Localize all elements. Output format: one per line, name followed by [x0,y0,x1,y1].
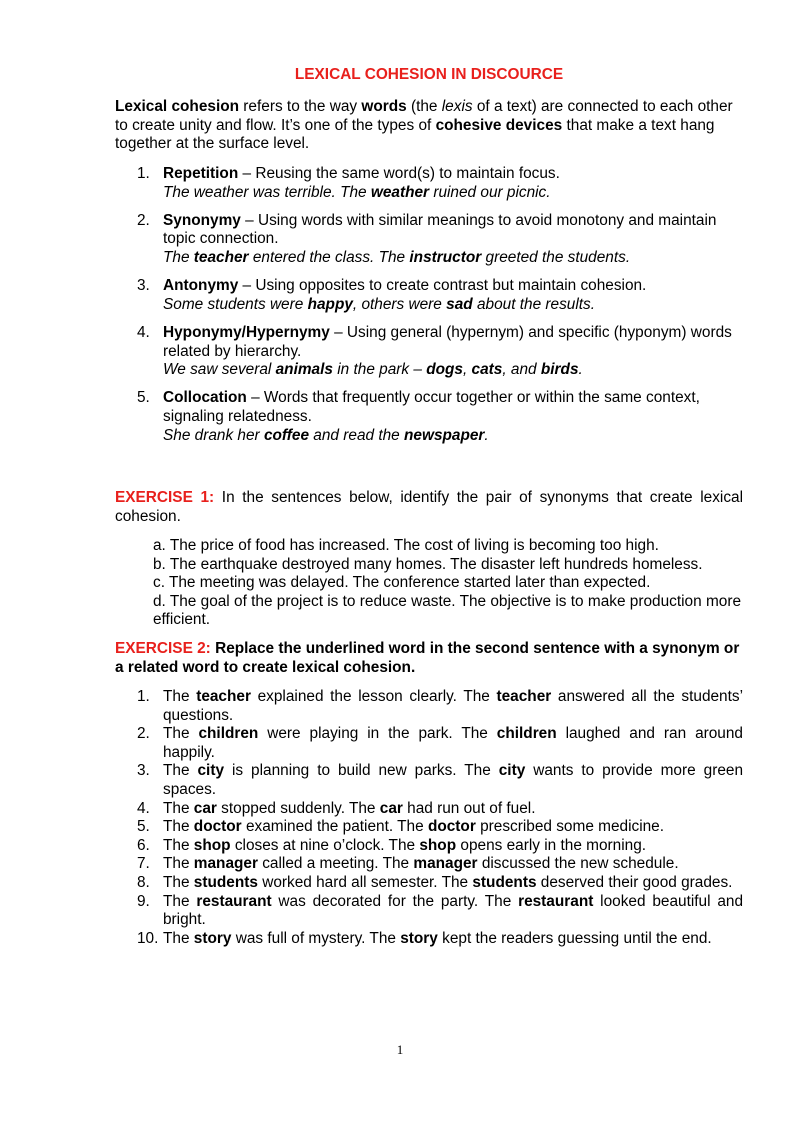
type-example: She drank her coffee and read the newspaper. [163,426,489,444]
list-item: 8. The students worked hard all semester. The students deserved their good grades. [137,873,733,891]
list-number: 4. [137,323,150,341]
list-item [115,212,743,268]
exercise-1-prompt [115,489,743,526]
type-term: Synonymy [163,211,241,229]
exercise-option: c. The meeting was delayed. The conference started later than expected. [153,574,651,592]
list-item [115,324,743,380]
intro-text: of a text) are connected to each other to create unity and flow. It’s one of the types of [115,98,733,134]
intro-italic-lexis: lexis [441,98,473,115]
type-description: – Using general (hypernym) and specific (hyponym) words related by hierarchy. [163,323,732,360]
list-number: 9. [137,892,150,910]
exercise-option: d. The goal of the project is to reduce waste. The objective is to make production more efficient. [153,592,742,629]
type-example: The teacher entered the class. The instructor greeted the students. [163,248,631,266]
list-number: 8. [137,873,150,891]
list-item: 1. The teacher explained the lesson clearly. The teacher answered all the students’ questions. [137,688,744,724]
type-example: Some students were happy, others were sad about the results. [163,295,596,313]
type-term: Antonymy [163,277,239,295]
list-number: 3. [137,762,150,780]
list-item [115,389,743,445]
list-number: 2. [137,725,150,743]
list-number: 3. [137,277,150,295]
exercise-option: b. The earthquake destroyed many homes. The disaster left hundreds homeless. [153,555,703,573]
list-number: 7. [137,855,150,873]
list-item: 3. The city is planning to build new parks. The city wants to provide more green spaces. [137,762,744,798]
type-example: The weather was terrible. The weather ruined our picnic. [163,183,551,201]
type-description: – Reusing the same word(s) to maintain focus. [238,165,560,182]
type-term: Collocation [163,389,247,407]
type-description: – Words that frequently occur together or within the same context, signaling relatedness. [163,389,700,425]
type-term: Repetition [163,165,239,182]
cohesion-types-list [115,165,743,455]
exercise-2-prompt [115,640,743,677]
list-number: 1. [137,165,150,182]
list-item: 7. The manager called a meeting. The manager discussed the new schedule. [137,855,679,873]
page-number: 1 [396,1042,404,1057]
intro-text: refers to the way [239,98,362,115]
exercise-option: a. The price of food has increased. The cost of living is becoming too high. [153,537,659,554]
exercise-2-label: EXERCISE 2: [115,640,211,657]
type-description: – Using words with similar meanings to avoid monotony and maintain topic connection. [163,211,717,248]
intro-bold-words: words [361,98,407,115]
list-number: 1. [137,688,150,705]
type-term: Hyponymy/Hypernymy [163,323,330,341]
list-item: 2. The children were playing in the park. The children laughed and ran around happily. [137,725,743,761]
exercise-1-text: In the sentences below, identify the pair of synonyms that create lexical cohesion. [115,489,743,525]
list-item: 6. The shop closes at nine o’clock. The shop opens early in the morning. [137,836,647,854]
exercise-2-text: Replace the underlined word in the second sentence with a synonym or a related word to create lexical cohesion. [115,640,740,676]
list-item: 5. The doctor examined the patient. The doctor prescribed some medicine. [137,818,665,836]
list-number: 6. [137,836,150,854]
intro-paragraph [115,98,743,154]
list-number: 5. [137,818,150,836]
exercise-2-list [115,688,743,948]
list-number: 4. [137,799,150,817]
intro-text: that make a text hang together at the surface level. [115,116,715,153]
exercise-1-label: EXERCISE 1: [115,489,215,506]
list-number: 10. [137,929,159,947]
type-example: We saw several animals in the park – dogs, cats, and birds. [163,361,583,379]
list-item: 9. The restaurant was decorated for the party. The restaurant looked beautiful and bright. [137,892,744,929]
list-number: 2. [137,211,150,229]
intro-text: (the [406,98,442,115]
list-item [115,277,743,314]
intro-bold-cohesive-devices: cohesive devices [435,116,563,134]
list-number: 5. [137,389,150,407]
list-item [115,165,743,202]
exercise-1-options [153,537,743,630]
intro-term: Lexical cohesion [115,98,240,115]
list-item: 10. The story was full of mystery. The story kept the readers guessing until the end. [137,929,712,947]
type-description: – Using opposites to create contrast but maintain cohesion. [238,277,647,295]
list-item: 4. The car stopped suddenly. The car had run out of fuel. [137,799,536,817]
page-title: LEXICAL COHESION IN DISCOURCE [294,66,564,83]
